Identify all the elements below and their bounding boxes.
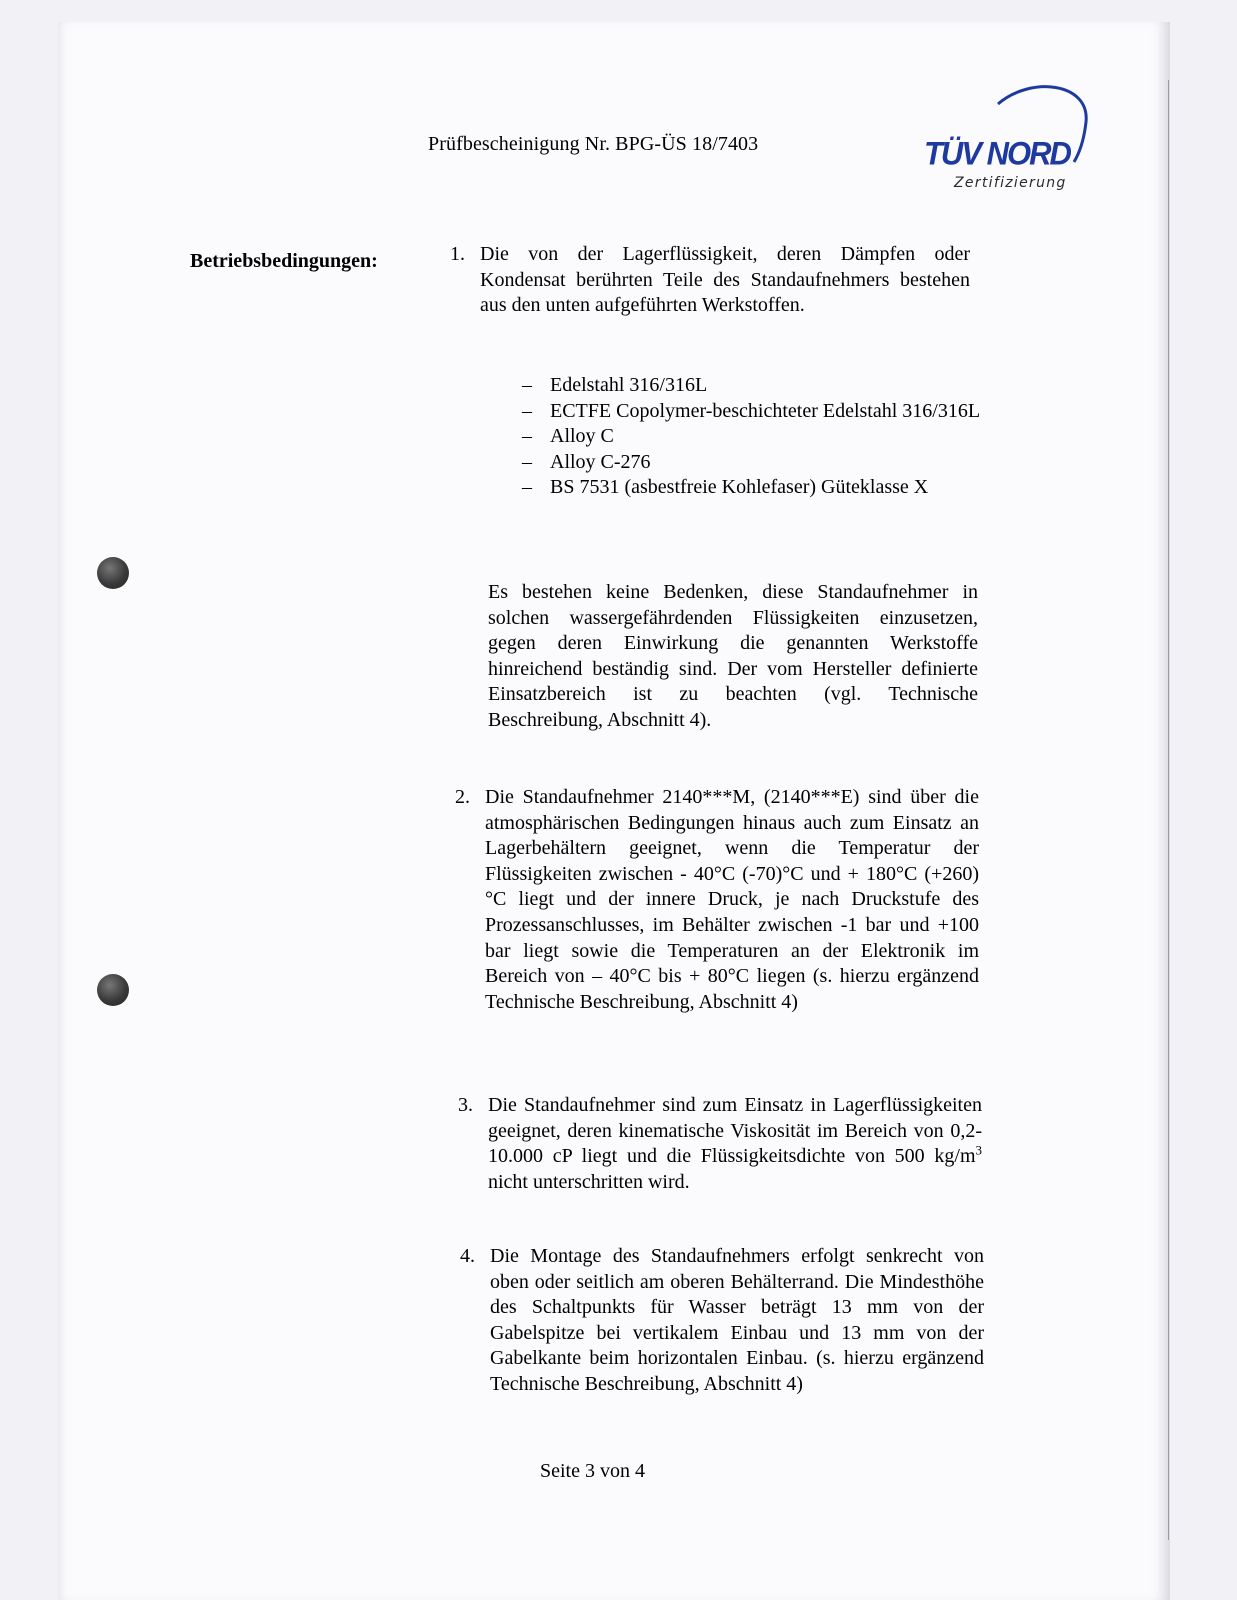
punch-hole-top (97, 557, 129, 589)
section-label: Betriebsbedingungen: (190, 250, 378, 272)
compatibility-paragraph: Es bestehen keine Bedenken, diese Standaufnehmer in solchen wassergefährdenden Flüssigkeiten einzusetzen, gegen deren Einwirkung die genannten Werkstoffe hinreichend beständig sind. Der vom Hersteller definierte Einsatzbereich ist zu beachten (vgl. Technische Beschreibung, Abschnitt 4). (488, 581, 978, 731)
superscript: 3 (975, 1142, 982, 1158)
certificate-title: Prüfbescheinigung Nr. BPG-ÜS 18/7403 (428, 133, 759, 155)
tuv-nord-logo (920, 82, 1120, 202)
logo-wordmark: TÜV NORD (924, 135, 1070, 172)
list-item: – Alloy C-276 (522, 450, 982, 476)
dash-bullet: – (522, 374, 532, 396)
item-number: 2. (455, 786, 470, 808)
materials-list (522, 373, 982, 501)
dash-bullet: – (522, 399, 532, 422)
page-edge-line (1168, 80, 1169, 1540)
item-number: 1. (450, 243, 465, 265)
item-number: 4. (460, 1245, 475, 1267)
dash-bullet: – (522, 476, 532, 499)
logo-subtitle: Zertifizierung (954, 175, 1067, 191)
list-item: – BS 7531 (asbestfreie Kohlefaser) Güteklasse X (522, 475, 982, 501)
item-text: Die Standaufnehmer sind zum Einsatz in Lagerflüssigkeiten geeignet, deren kinematische Viskosität im Bereich von 0,2- 10.000 cP liegt und die Flüssigkeitsdichte von 500 $kg/m^3$ nicht unterschritten wird. (488, 1094, 982, 1193)
list-item: – ECTFE Copolymer-beschichteter Edelstahl 316/316L (522, 399, 982, 425)
dash-bullet: – (522, 425, 532, 448)
item-number: 3. (458, 1094, 473, 1116)
item-text: Die Standaufnehmer 2140***M, (2140***E) sind über die atmosphärischen Bedingungen hinaus auch zum Einsatz an Lagerbehältern geeignet, wenn die Temperatur der Flüssigkeiten zwischen - 40°C (-70)°C und + 180°C (+260)°C liegt und der innere Druck, je nach Druckstufe des Prozessanschlusses, im Behälter zwischen -1 bar und +100 bar liegt sowie die Temperaturen an der Elektronik im Bereich von – 40°C bis + 80°C liegen (s. hierzu ergänzend Technische Beschreibung, Abschnitt 4) (485, 786, 979, 1013)
list-item: – Edelstahl 316/316L (522, 373, 982, 399)
item-text: Die Montage des Standaufnehmers erfolgt senkrecht von oben oder seitlich am oberen Behälterrand. Die Mindesthöhe des Schaltpunkts für Wasser beträgt 13 mm von der Gabelspitze bei vertikalem Einbau und 13 mm von der Gabelkante beim horizontalen Einbau. (s. hierzu ergänzend Technische Beschreibung, Abschnitt 4) (490, 1245, 984, 1395)
list-item: – Alloy C (522, 424, 982, 450)
dash-bullet: – (522, 450, 532, 473)
item-text: Die von der Lagerflüssigkeit, deren Dämpfen oder Kondensat berührten Teile des Standaufnehmers bestehen aus den unten aufgeführten Werkstoffen. (480, 243, 970, 317)
punch-hole-bottom (97, 974, 129, 1006)
page-number: Seite 3 von 4 (540, 1460, 645, 1482)
